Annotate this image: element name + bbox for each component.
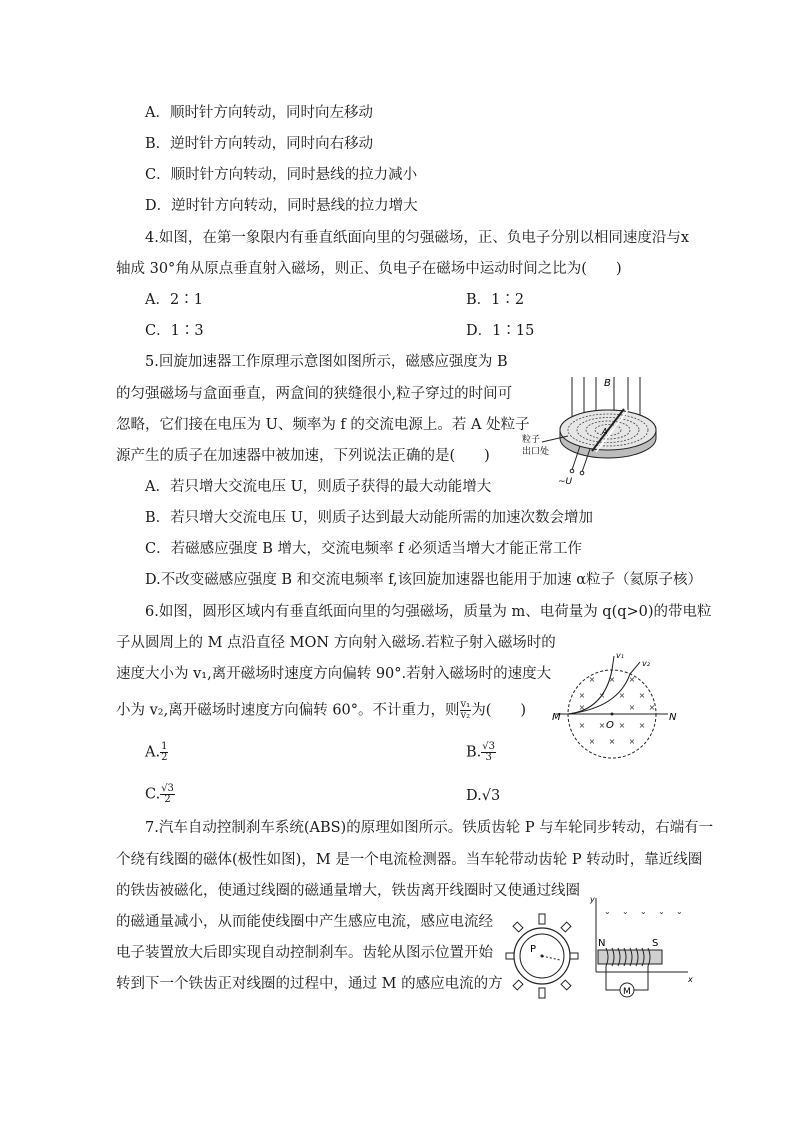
option-a-den: 2	[161, 752, 168, 763]
ratio-denominator: v₂	[460, 710, 471, 721]
q3-option-b: B．逆时针方向转动，同时向右移动	[145, 136, 374, 152]
svg-text:×: ×	[638, 691, 646, 700]
label-exit-1: 粒子	[522, 435, 541, 445]
label-v1: v₁	[616, 651, 624, 660]
svg-text:×: ×	[608, 737, 616, 746]
q4-stem-line1: 4.如图，在第一象限内有垂直纸面向里的匀强磁场，正、负电子分别以相同速度沿与x	[145, 230, 690, 246]
q3-option-c: C．顺时针方向转动，同时悬线的拉力减小	[145, 167, 418, 183]
q5-stem-line4: 源产生的质子在加速器中被加速，下列说法正确的是( )	[116, 448, 490, 464]
q6-stem-line2: 子从圆周上的 M 点沿直径 MON 方向射入磁场.若粒子射入磁场时的	[116, 635, 556, 651]
q5-stem-line1: 5.回旋加速器工作原理示意图如图所示，磁感应强度为 B	[145, 354, 508, 370]
option-b-prefix: B.	[466, 744, 482, 761]
q6-option-b	[466, 742, 496, 763]
q5-option-d: D.不改变磁感应强度 B 和交流电频率 f,该回旋加速器也能用于加速 α粒子（氦原子核）	[145, 572, 703, 588]
label-s-pole: S	[652, 938, 659, 949]
q6-stem-line4	[116, 700, 526, 721]
svg-text:×: ×	[588, 675, 596, 684]
svg-text:⌄: ⌄	[676, 907, 683, 916]
q6-option-a	[145, 742, 168, 763]
q5-stem-line3: 忽略，它们接在电压为 U、频率为 f 的交流电源上。若 A 处粒子	[116, 417, 530, 433]
q6-option-d: D.√3	[466, 788, 501, 804]
label-n-pole: N	[598, 938, 606, 949]
q4-stem-line2: 轴成 30°角从原点垂直射入磁场，则正、负电子在磁场中运动时间之比为( )	[116, 261, 622, 277]
q4-option-a: A．2∶1	[145, 292, 203, 308]
svg-text:×: ×	[628, 737, 636, 746]
q5-option-a: A．若只增大交流电压 U，则质子获得的最大动能增大	[145, 479, 492, 495]
q6-stem-line1: 6.如图，圆形区域内有垂直纸面向里的匀强磁场，质量为 m、电荷量为 q(q>0)的带电粒	[145, 604, 712, 620]
svg-text:⌄: ⌄	[640, 907, 647, 916]
svg-text:×: ×	[598, 721, 606, 730]
ratio-numerator: v₁	[460, 699, 471, 710]
q4-option-b: B．1∶2	[466, 292, 525, 308]
svg-text:×: ×	[588, 737, 596, 746]
q7-stem-line2: 个绕有线圈的磁体(极性如图)，M 是一个电流检测器。当车轮带动齿轮 P 转动时，靠近线圈	[116, 852, 703, 868]
q7-stem-line1: 7.汽车自动控制刹车系统(ABS)的原理如图所示。铁质齿轮 P 与车轮同步转动，右端有一	[145, 820, 714, 836]
label-o: O	[606, 720, 614, 731]
q6-option-c	[145, 784, 175, 805]
q6-ratio-fraction	[460, 700, 472, 721]
svg-text:×: ×	[608, 675, 616, 684]
q5-option-c: C．若磁感应强度 B 增大，交流电频率 f 必须适当增大才能正常工作	[145, 541, 583, 557]
svg-text:⌄: ⌄	[658, 907, 665, 916]
option-c-fraction	[160, 784, 175, 805]
label-exit-2: 出口处	[522, 447, 550, 457]
q4-option-d: D．1∶15	[466, 323, 535, 339]
q5-stem-line2: 的匀强磁场与盒面垂直，两盒间的狭缝很小,粒子穿过的时间可	[116, 386, 513, 402]
q5-option-b: B．若只增大交流电压 U，则质子达到最大动能所需的加速次数会增加	[145, 510, 593, 526]
label-m: M	[552, 712, 561, 723]
abs-figure	[500, 890, 696, 1002]
q6-stem-line3: 速度大小为 v₁,离开磁场时速度方向偏转 90°.若射入磁场时的速度大	[116, 666, 552, 682]
q4-option-c: C．1∶3	[145, 323, 204, 339]
svg-text:×: ×	[628, 703, 636, 712]
option-c-num: √3	[161, 783, 174, 794]
label-a: A	[602, 427, 608, 436]
option-c-prefix: C.	[145, 786, 161, 803]
circle-field-figure	[548, 648, 678, 760]
svg-text:⌄: ⌄	[604, 907, 611, 916]
option-a-prefix: A.	[145, 744, 161, 761]
q3-option-d: D．逆时针方向转动，同时悬线的拉力增大	[145, 198, 418, 214]
option-c-den: 2	[164, 794, 171, 805]
q7-stem-line4: 的磁通量减小，从而能使线圈中产生感应电流，感应电流经	[116, 914, 493, 930]
label-x: x	[688, 975, 693, 984]
svg-text:×: ×	[628, 675, 636, 684]
label-v2: v₂	[642, 659, 650, 668]
label-meter: M	[623, 987, 631, 997]
option-a-num: 1	[161, 741, 168, 752]
svg-text:×: ×	[638, 721, 646, 730]
label-p: P	[530, 944, 537, 955]
svg-text:×: ×	[578, 721, 586, 730]
svg-text:×: ×	[578, 691, 586, 700]
svg-text:×: ×	[648, 703, 656, 712]
label-n: N	[669, 712, 677, 723]
option-b-fraction	[481, 742, 496, 763]
q7-stem-line5: 电子装置放大后即实现自动控制刹车。齿轮从图示位置开始	[116, 945, 493, 961]
option-b-den: 3	[485, 752, 492, 763]
svg-text:×: ×	[598, 691, 606, 700]
q3-option-a: A．顺时针方向转动，同时向左移动	[145, 105, 373, 121]
svg-text:×: ×	[618, 721, 626, 730]
q6-line4-end: 为( )	[471, 702, 527, 719]
svg-text:⌄: ⌄	[622, 907, 629, 916]
svg-text:×: ×	[618, 691, 626, 700]
cyclotron-figure	[520, 372, 670, 487]
label-b: B	[604, 378, 611, 389]
option-b-num: √3	[482, 741, 495, 752]
q7-stem-line3: 的铁齿被磁化，使通过线圈的磁通量增大，铁齿离开线圈时又使通过线圈	[116, 883, 580, 899]
q7-stem-line6: 转到下一个铁齿正对线圈的过程中，通过 M 的感应电流的方	[116, 976, 503, 992]
label-y: y	[590, 895, 595, 904]
q6-line4-text: 小为 v₂,离开磁场时速度方向偏转 60°。不计重力，则	[116, 702, 460, 719]
option-a-fraction	[160, 742, 168, 763]
svg-text:×: ×	[578, 703, 586, 712]
label-u: ~U	[558, 477, 573, 487]
